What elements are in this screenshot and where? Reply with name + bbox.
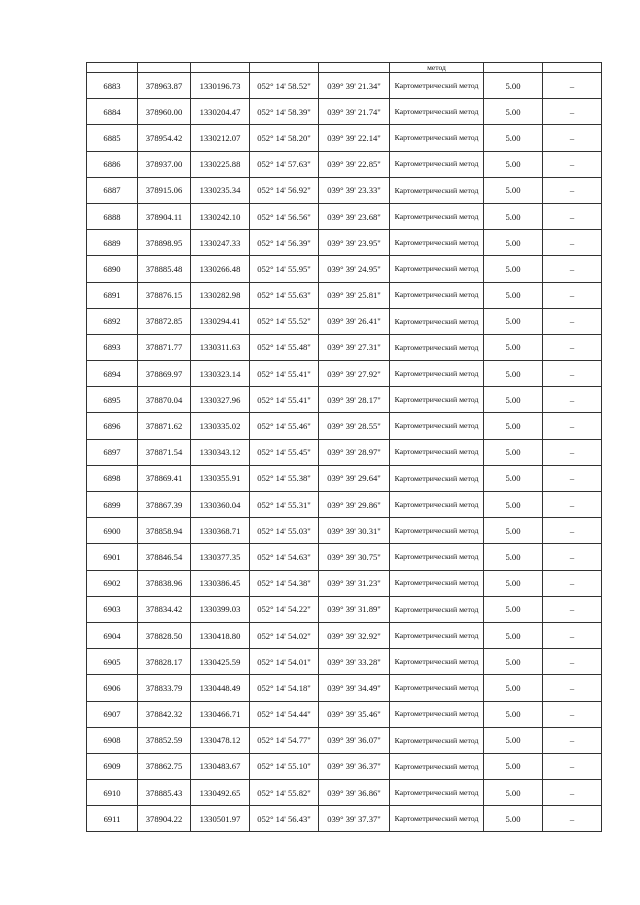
accuracy-cell: 5.00 xyxy=(484,177,543,203)
method-cell: Картометрический метод xyxy=(390,282,484,308)
point-number-cell: 6897 xyxy=(87,439,138,465)
coordinates-table-body xyxy=(87,63,602,832)
point-number-cell: 6898 xyxy=(87,465,138,491)
y-coordinate-cell: 1330204.47 xyxy=(191,99,250,125)
note-cell: – xyxy=(543,361,602,387)
point-number-cell: 6892 xyxy=(87,308,138,334)
x-coordinate-cell: 378876.15 xyxy=(138,282,191,308)
longitude-cell: 039° 39' 22.14" xyxy=(319,125,390,151)
table-row xyxy=(87,230,602,256)
y-coordinate-cell: 1330294.41 xyxy=(191,308,250,334)
method-cell: Картометрический метод xyxy=(390,465,484,491)
point-number-cell: 6906 xyxy=(87,675,138,701)
method-cell: Картометрический метод xyxy=(390,230,484,256)
y-coordinate-cell: 1330368.71 xyxy=(191,518,250,544)
method-cell: Картометрический метод xyxy=(390,544,484,570)
latitude-cell: 052° 14' 54.38" xyxy=(250,570,319,596)
latitude-cell: 052° 14' 54.22" xyxy=(250,596,319,622)
y-coordinate-cell: 1330399.03 xyxy=(191,596,250,622)
method-cell: Картометрический метод xyxy=(390,780,484,806)
point-number-cell: 6910 xyxy=(87,780,138,806)
longitude-cell: 039° 39' 21.34" xyxy=(319,73,390,99)
accuracy-cell: 5.00 xyxy=(484,727,543,753)
method-cell: Картометрический метод xyxy=(390,439,484,465)
x-coordinate-cell: 378904.11 xyxy=(138,203,191,229)
note-cell: – xyxy=(543,596,602,622)
latitude-cell: 052° 14' 55.31" xyxy=(250,492,319,518)
point-number-cell: 6894 xyxy=(87,361,138,387)
y-coordinate-cell: 1330242.10 xyxy=(191,203,250,229)
longitude-cell: 039° 39' 26.41" xyxy=(319,308,390,334)
point-number-cell: 6891 xyxy=(87,282,138,308)
x-coordinate-cell: 378937.00 xyxy=(138,151,191,177)
point-number-cell: 6889 xyxy=(87,230,138,256)
x-coordinate-cell: 378870.04 xyxy=(138,387,191,413)
x-coordinate-cell: 378915.06 xyxy=(138,177,191,203)
point-number-cell: 6885 xyxy=(87,125,138,151)
y-coordinate-cell: 1330266.48 xyxy=(191,256,250,282)
point-number-cell: 6909 xyxy=(87,753,138,779)
point-number-cell: 6895 xyxy=(87,387,138,413)
point-number-cell: 6893 xyxy=(87,334,138,360)
accuracy-cell: 5.00 xyxy=(484,73,543,99)
y-coordinate-cell: 1330311.63 xyxy=(191,334,250,360)
latitude-cell: 052° 14' 55.45" xyxy=(250,439,319,465)
longitude-cell: 039° 39' 23.33" xyxy=(319,177,390,203)
longitude-cell: 039° 39' 31.23" xyxy=(319,570,390,596)
table-row xyxy=(87,596,602,622)
table-row xyxy=(87,334,602,360)
latitude-cell: 052° 14' 54.77" xyxy=(250,727,319,753)
note-cell: – xyxy=(543,675,602,701)
continuation-cell xyxy=(543,63,602,73)
x-coordinate-cell: 378838.96 xyxy=(138,570,191,596)
x-coordinate-cell: 378963.87 xyxy=(138,73,191,99)
note-cell: – xyxy=(543,570,602,596)
point-number-cell: 6883 xyxy=(87,73,138,99)
table-row xyxy=(87,570,602,596)
accuracy-cell: 5.00 xyxy=(484,675,543,701)
longitude-cell: 039° 39' 29.64" xyxy=(319,465,390,491)
latitude-cell: 052° 14' 55.38" xyxy=(250,465,319,491)
accuracy-cell: 5.00 xyxy=(484,334,543,360)
x-coordinate-cell: 378862.75 xyxy=(138,753,191,779)
note-cell: – xyxy=(543,334,602,360)
longitude-cell: 039° 39' 24.95" xyxy=(319,256,390,282)
note-cell: – xyxy=(543,727,602,753)
y-coordinate-cell: 1330425.59 xyxy=(191,649,250,675)
longitude-cell: 039° 39' 34.49" xyxy=(319,675,390,701)
longitude-cell: 039° 39' 36.37" xyxy=(319,753,390,779)
x-coordinate-cell: 378871.62 xyxy=(138,413,191,439)
x-coordinate-cell: 378833.79 xyxy=(138,675,191,701)
x-coordinate-cell: 378869.41 xyxy=(138,465,191,491)
continuation-cell xyxy=(319,63,390,73)
latitude-cell: 052° 14' 56.56" xyxy=(250,203,319,229)
latitude-cell: 052° 14' 55.63" xyxy=(250,282,319,308)
table-row xyxy=(87,203,602,229)
y-coordinate-cell: 1330483.67 xyxy=(191,753,250,779)
note-cell: – xyxy=(543,649,602,675)
note-cell: – xyxy=(543,492,602,518)
latitude-cell: 052° 14' 54.18" xyxy=(250,675,319,701)
y-coordinate-cell: 1330418.80 xyxy=(191,622,250,648)
accuracy-cell: 5.00 xyxy=(484,99,543,125)
note-cell: – xyxy=(543,282,602,308)
accuracy-cell: 5.00 xyxy=(484,282,543,308)
continuation-cell xyxy=(484,63,543,73)
continuation-cell xyxy=(138,63,191,73)
table-row xyxy=(87,675,602,701)
accuracy-cell: 5.00 xyxy=(484,596,543,622)
latitude-cell: 052° 14' 56.39" xyxy=(250,230,319,256)
accuracy-cell: 5.00 xyxy=(484,753,543,779)
method-cell: Картометрический метод xyxy=(390,753,484,779)
continuation-cell xyxy=(87,63,138,73)
table-row xyxy=(87,780,602,806)
table-row xyxy=(87,753,602,779)
accuracy-cell: 5.00 xyxy=(484,570,543,596)
x-coordinate-cell: 378871.77 xyxy=(138,334,191,360)
table-row xyxy=(87,544,602,570)
accuracy-cell: 5.00 xyxy=(484,622,543,648)
x-coordinate-cell: 378852.59 xyxy=(138,727,191,753)
x-coordinate-cell: 378960.00 xyxy=(138,99,191,125)
point-number-cell: 6907 xyxy=(87,701,138,727)
point-number-cell: 6899 xyxy=(87,492,138,518)
method-cell: Картометрический метод xyxy=(390,413,484,439)
coordinates-table xyxy=(86,62,602,832)
x-coordinate-cell: 378828.50 xyxy=(138,622,191,648)
y-coordinate-cell: 1330196.73 xyxy=(191,73,250,99)
y-coordinate-cell: 1330225.88 xyxy=(191,151,250,177)
table-row xyxy=(87,177,602,203)
latitude-cell: 052° 14' 55.41" xyxy=(250,387,319,413)
accuracy-cell: 5.00 xyxy=(484,649,543,675)
table-row xyxy=(87,701,602,727)
latitude-cell: 052° 14' 55.82" xyxy=(250,780,319,806)
latitude-cell: 052° 14' 55.46" xyxy=(250,413,319,439)
point-number-cell: 6888 xyxy=(87,203,138,229)
accuracy-cell: 5.00 xyxy=(484,544,543,570)
method-cell: Картометрический метод xyxy=(390,622,484,648)
y-coordinate-cell: 1330448.49 xyxy=(191,675,250,701)
y-coordinate-cell: 1330501.97 xyxy=(191,806,250,832)
continuation-cell xyxy=(250,63,319,73)
note-cell: – xyxy=(543,622,602,648)
y-coordinate-cell: 1330466.71 xyxy=(191,701,250,727)
latitude-cell: 052° 14' 55.52" xyxy=(250,308,319,334)
note-cell: – xyxy=(543,256,602,282)
latitude-cell: 052° 14' 58.52" xyxy=(250,73,319,99)
note-cell: – xyxy=(543,518,602,544)
latitude-cell: 052° 14' 58.20" xyxy=(250,125,319,151)
method-cell: Картометрический метод xyxy=(390,177,484,203)
method-cell: Картометрический метод xyxy=(390,334,484,360)
accuracy-cell: 5.00 xyxy=(484,518,543,544)
method-cell: Картометрический метод xyxy=(390,308,484,334)
note-cell: – xyxy=(543,308,602,334)
y-coordinate-cell: 1330492.65 xyxy=(191,780,250,806)
table-row xyxy=(87,518,602,544)
latitude-cell: 052° 14' 55.10" xyxy=(250,753,319,779)
table-row xyxy=(87,492,602,518)
accuracy-cell: 5.00 xyxy=(484,256,543,282)
table-row xyxy=(87,256,602,282)
point-number-cell: 6903 xyxy=(87,596,138,622)
table-row xyxy=(87,73,602,99)
longitude-cell: 039° 39' 33.28" xyxy=(319,649,390,675)
method-cell: Картометрический метод xyxy=(390,492,484,518)
method-cell: Картометрический метод xyxy=(390,151,484,177)
longitude-cell: 039° 39' 28.97" xyxy=(319,439,390,465)
longitude-cell: 039° 39' 30.31" xyxy=(319,518,390,544)
note-cell: – xyxy=(543,806,602,832)
point-number-cell: 6904 xyxy=(87,622,138,648)
table-row xyxy=(87,99,602,125)
table-row xyxy=(87,622,602,648)
accuracy-cell: 5.00 xyxy=(484,125,543,151)
latitude-cell: 052° 14' 55.03" xyxy=(250,518,319,544)
table-row xyxy=(87,361,602,387)
y-coordinate-cell: 1330360.04 xyxy=(191,492,250,518)
x-coordinate-cell: 378885.43 xyxy=(138,780,191,806)
x-coordinate-cell: 378834.42 xyxy=(138,596,191,622)
method-cell: Картометрический метод xyxy=(390,701,484,727)
table-row xyxy=(87,308,602,334)
table-row xyxy=(87,387,602,413)
y-coordinate-cell: 1330327.96 xyxy=(191,387,250,413)
note-cell: – xyxy=(543,387,602,413)
y-coordinate-cell: 1330386.45 xyxy=(191,570,250,596)
method-cell: Картометрический метод xyxy=(390,125,484,151)
y-coordinate-cell: 1330282.98 xyxy=(191,282,250,308)
y-coordinate-cell: 1330247.33 xyxy=(191,230,250,256)
longitude-cell: 039° 39' 23.68" xyxy=(319,203,390,229)
point-number-cell: 6902 xyxy=(87,570,138,596)
longitude-cell: 039° 39' 35.46" xyxy=(319,701,390,727)
note-cell: – xyxy=(543,203,602,229)
method-cell: Картометрический метод xyxy=(390,99,484,125)
latitude-cell: 052° 14' 54.44" xyxy=(250,701,319,727)
point-number-cell: 6884 xyxy=(87,99,138,125)
note-cell: – xyxy=(543,439,602,465)
y-coordinate-cell: 1330335.02 xyxy=(191,413,250,439)
latitude-cell: 052° 14' 54.02" xyxy=(250,622,319,648)
method-cell: Картометрический метод xyxy=(390,727,484,753)
longitude-cell: 039° 39' 32.92" xyxy=(319,622,390,648)
latitude-cell: 052° 14' 54.01" xyxy=(250,649,319,675)
method-cell: Картометрический метод xyxy=(390,73,484,99)
note-cell: – xyxy=(543,413,602,439)
accuracy-cell: 5.00 xyxy=(484,387,543,413)
latitude-cell: 052° 14' 55.48" xyxy=(250,334,319,360)
method-cell: Картометрический метод xyxy=(390,387,484,413)
x-coordinate-cell: 378885.48 xyxy=(138,256,191,282)
accuracy-cell: 5.00 xyxy=(484,465,543,491)
longitude-cell: 039° 39' 30.75" xyxy=(319,544,390,570)
point-number-cell: 6908 xyxy=(87,727,138,753)
accuracy-cell: 5.00 xyxy=(484,308,543,334)
accuracy-cell: 5.00 xyxy=(484,230,543,256)
latitude-cell: 052° 14' 58.39" xyxy=(250,99,319,125)
note-cell: – xyxy=(543,99,602,125)
method-cell: Картометрический метод xyxy=(390,361,484,387)
table-row xyxy=(87,151,602,177)
accuracy-cell: 5.00 xyxy=(484,151,543,177)
y-coordinate-cell: 1330355.91 xyxy=(191,465,250,491)
accuracy-cell: 5.00 xyxy=(484,806,543,832)
note-cell: – xyxy=(543,125,602,151)
table-row xyxy=(87,649,602,675)
point-number-cell: 6887 xyxy=(87,177,138,203)
longitude-cell: 039° 39' 21.74" xyxy=(319,99,390,125)
method-cell: Картометрический метод xyxy=(390,649,484,675)
table-row xyxy=(87,806,602,832)
longitude-cell: 039° 39' 25.81" xyxy=(319,282,390,308)
method-cell: Картометрический метод xyxy=(390,806,484,832)
note-cell: – xyxy=(543,701,602,727)
latitude-cell: 052° 14' 54.63" xyxy=(250,544,319,570)
note-cell: – xyxy=(543,177,602,203)
longitude-cell: 039° 39' 23.95" xyxy=(319,230,390,256)
y-coordinate-cell: 1330478.12 xyxy=(191,727,250,753)
y-coordinate-cell: 1330235.34 xyxy=(191,177,250,203)
x-coordinate-cell: 378904.22 xyxy=(138,806,191,832)
accuracy-cell: 5.00 xyxy=(484,439,543,465)
longitude-cell: 039° 39' 29.86" xyxy=(319,492,390,518)
x-coordinate-cell: 378898.95 xyxy=(138,230,191,256)
latitude-cell: 052° 14' 57.63" xyxy=(250,151,319,177)
latitude-cell: 052° 14' 56.92" xyxy=(250,177,319,203)
longitude-cell: 039° 39' 37.37" xyxy=(319,806,390,832)
latitude-cell: 052° 14' 56.43" xyxy=(250,806,319,832)
continuation-row xyxy=(87,63,602,73)
longitude-cell: 039° 39' 27.92" xyxy=(319,361,390,387)
point-number-cell: 6886 xyxy=(87,151,138,177)
note-cell: – xyxy=(543,465,602,491)
accuracy-cell: 5.00 xyxy=(484,413,543,439)
method-cell: Картометрический метод xyxy=(390,256,484,282)
point-number-cell: 6901 xyxy=(87,544,138,570)
accuracy-cell: 5.00 xyxy=(484,361,543,387)
point-number-cell: 6911 xyxy=(87,806,138,832)
note-cell: – xyxy=(543,780,602,806)
longitude-cell: 039° 39' 22.85" xyxy=(319,151,390,177)
point-number-cell: 6900 xyxy=(87,518,138,544)
accuracy-cell: 5.00 xyxy=(484,492,543,518)
method-cell: Картометрический метод xyxy=(390,518,484,544)
table-row xyxy=(87,465,602,491)
accuracy-cell: 5.00 xyxy=(484,701,543,727)
note-cell: – xyxy=(543,230,602,256)
longitude-cell: 039° 39' 31.89" xyxy=(319,596,390,622)
continuation-method-cell: метод xyxy=(390,63,484,73)
x-coordinate-cell: 378869.97 xyxy=(138,361,191,387)
point-number-cell: 6905 xyxy=(87,649,138,675)
x-coordinate-cell: 378828.17 xyxy=(138,649,191,675)
x-coordinate-cell: 378846.54 xyxy=(138,544,191,570)
y-coordinate-cell: 1330212.07 xyxy=(191,125,250,151)
method-cell: Картометрический метод xyxy=(390,203,484,229)
table-row xyxy=(87,439,602,465)
note-cell: – xyxy=(543,544,602,570)
x-coordinate-cell: 378842.32 xyxy=(138,701,191,727)
accuracy-cell: 5.00 xyxy=(484,780,543,806)
accuracy-cell: 5.00 xyxy=(484,203,543,229)
longitude-cell: 039° 39' 28.17" xyxy=(319,387,390,413)
x-coordinate-cell: 378867.39 xyxy=(138,492,191,518)
y-coordinate-cell: 1330343.12 xyxy=(191,439,250,465)
note-cell: – xyxy=(543,73,602,99)
method-cell: Картометрический метод xyxy=(390,570,484,596)
x-coordinate-cell: 378954.42 xyxy=(138,125,191,151)
y-coordinate-cell: 1330377.35 xyxy=(191,544,250,570)
latitude-cell: 052° 14' 55.95" xyxy=(250,256,319,282)
point-number-cell: 6896 xyxy=(87,413,138,439)
table-row xyxy=(87,282,602,308)
x-coordinate-cell: 378871.54 xyxy=(138,439,191,465)
continuation-cell xyxy=(191,63,250,73)
table-row xyxy=(87,125,602,151)
point-number-cell: 6890 xyxy=(87,256,138,282)
table-row xyxy=(87,727,602,753)
x-coordinate-cell: 378872.85 xyxy=(138,308,191,334)
y-coordinate-cell: 1330323.14 xyxy=(191,361,250,387)
method-cell: Картометрический метод xyxy=(390,596,484,622)
note-cell: – xyxy=(543,753,602,779)
longitude-cell: 039° 39' 36.86" xyxy=(319,780,390,806)
longitude-cell: 039° 39' 28.55" xyxy=(319,413,390,439)
longitude-cell: 039° 39' 36.07" xyxy=(319,727,390,753)
x-coordinate-cell: 378858.94 xyxy=(138,518,191,544)
table-row xyxy=(87,413,602,439)
latitude-cell: 052° 14' 55.41" xyxy=(250,361,319,387)
note-cell: – xyxy=(543,151,602,177)
method-cell: Картометрический метод xyxy=(390,675,484,701)
longitude-cell: 039° 39' 27.31" xyxy=(319,334,390,360)
